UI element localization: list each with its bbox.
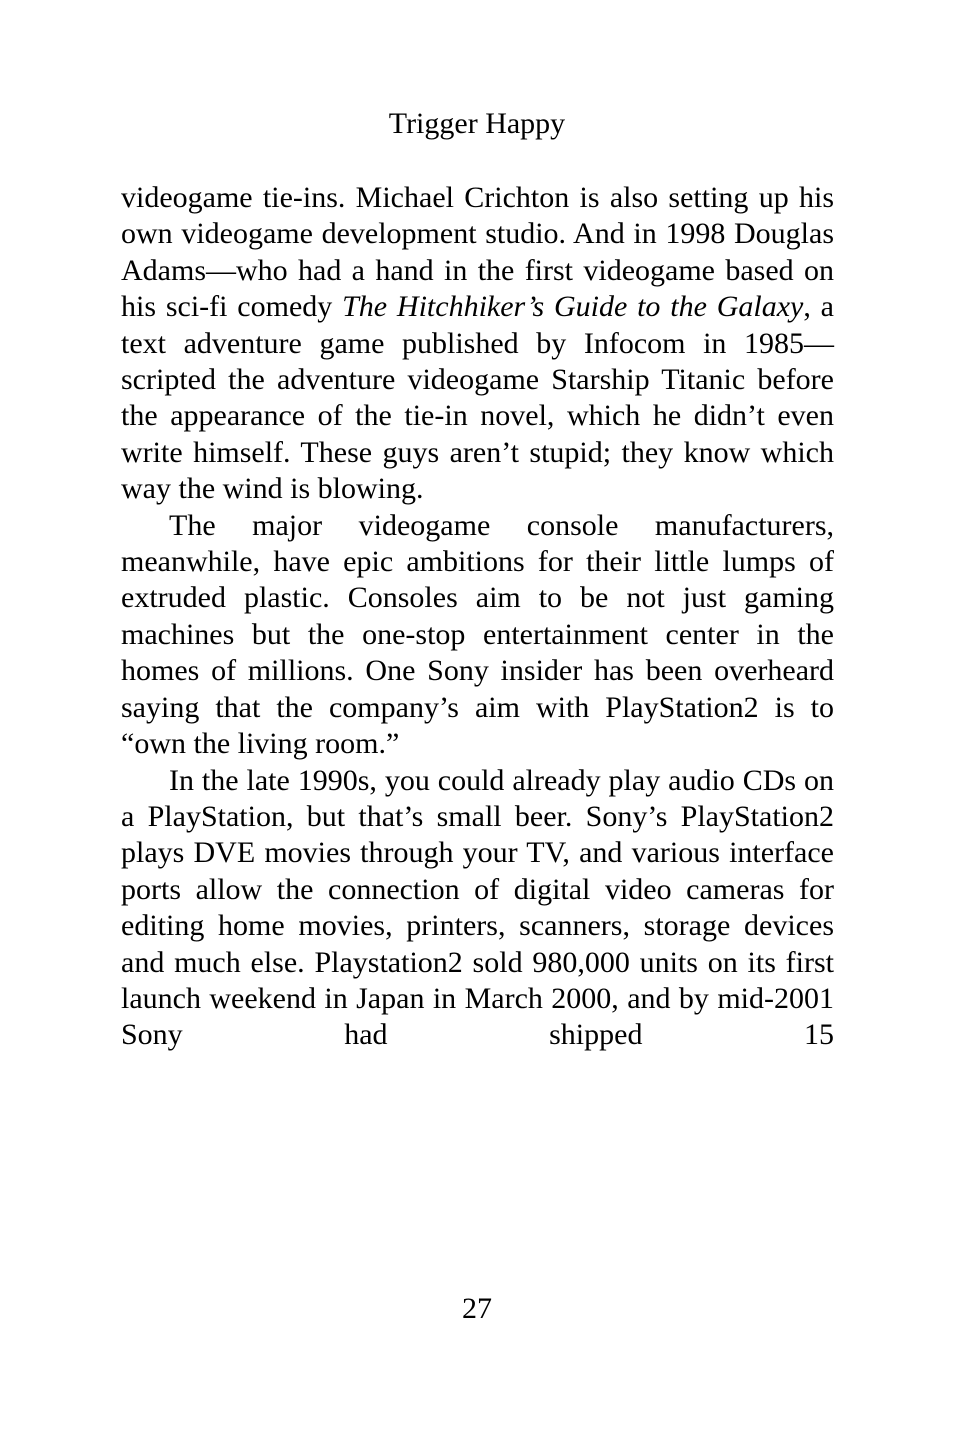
paragraph-1 (121, 180, 834, 508)
paragraph-1-text-a: videogame tie-ins. Michael Crichton is also setting up his own videogame development studio. And in 1998 Douglas Adams—who had a hand in the first videogame based on his sci-fi comedy (121, 181, 834, 324)
book-title-hitchhikers-guide: The Hitchhiker’s Guide to the Galaxy (342, 290, 804, 324)
paragraph-1-text-b: , a text adventure game published by Infocom in 1985—scripted the adventure videogame Starship Titanic before the appearance of the tie-in novel, which he didn’t even write himself. These guys aren’t stupid; they know which way the wind is blowing. (121, 290, 834, 506)
page-body (121, 180, 834, 1054)
page-number: 27 (462, 1292, 492, 1325)
paragraph-2: The major videogame console manufacturers, meanwhile, have epic ambitions for their little lumps of extruded plastic. Consoles aim to be not just gaming machines but the one-stop entertainment center in the homes of millions. One Sony insider has been overheard saying that the company’s aim with PlayStation2 is to “own the living room.” (121, 508, 834, 761)
running-header-title: Trigger Happy (388, 107, 566, 140)
paragraph-3: In the late 1990s, you could already play audio CDs on a PlayStation, but that’s small beer. Sony’s PlayStation2 plays DVE movies through your TV, and various interface ports allow the connection of digital video cameras for editing home movies, printers, scanners, storage devices and much else. Playstation2 sold 980,000 units on its first launch weekend in Japan in March 2000, and by mid-2001 Sony had shipped 15 (121, 763, 834, 1052)
